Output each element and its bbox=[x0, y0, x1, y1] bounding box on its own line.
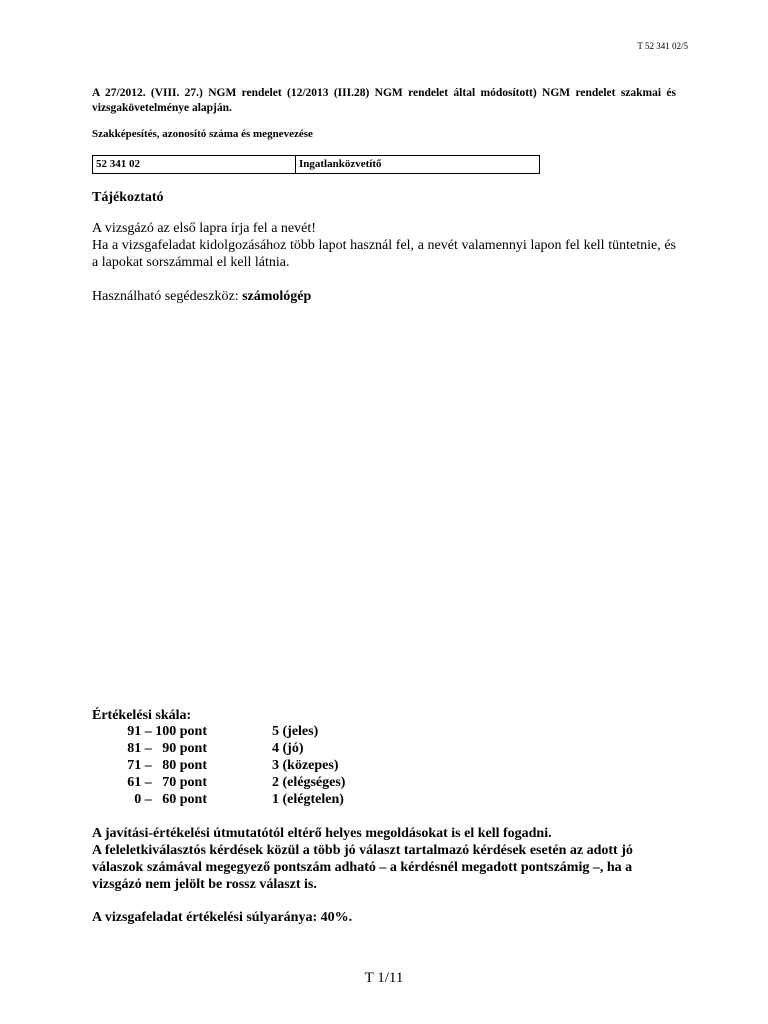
info-line-2: Ha a vizsgafeladat kidolgozásához több lapot használ fel, a nevét valamennyi lapon fel kell tüntetnie, és a lapokat sorszámmal el kell látnia. bbox=[92, 238, 676, 270]
grading-note-2: A feleletkiválasztós kérdések közül a több jó választ tartalmazó kérdések esetén az adott jó válaszok számával megegyező pontszám adható – a kérdésnél megadott pontszámig –, ha a vizsgázó nem jelölt be rossz választ is. bbox=[92, 843, 633, 892]
scale-row bbox=[92, 792, 492, 809]
scale-row bbox=[92, 758, 492, 775]
scale-row bbox=[92, 724, 492, 741]
qualification-table bbox=[92, 155, 540, 174]
scale-title: Értékelési skála: bbox=[92, 708, 192, 723]
qualification-name: Ingatlanközvetítő bbox=[299, 158, 382, 170]
scale-points: 81 – 90 pont bbox=[127, 741, 207, 756]
scale-row bbox=[92, 775, 492, 792]
grading-note-1: A javítási-értékelési útmutatótól eltérő helyes megoldásokat is el kell fogadni. bbox=[92, 826, 552, 841]
regulation-intro: A 27/2012. (VIII. 27.) NGM rendelet (12/2013 (III.28) NGM rendelet által módosított) NGM rendelet szakmai és vizsgakövetelménye alapján. bbox=[92, 87, 676, 114]
qualification-label: Szakképesítés, azonosító száma és megnevezése bbox=[92, 128, 313, 140]
scale-row bbox=[92, 741, 492, 758]
weight-statement: A vizsgafeladat értékelési súlyaránya: 40%. bbox=[92, 910, 353, 925]
qualification-code: 52 341 02 bbox=[93, 156, 296, 173]
info-text bbox=[92, 220, 676, 271]
scale-points: 61 – 70 pont bbox=[127, 775, 207, 790]
scale-points: 0 – 60 pont bbox=[134, 792, 207, 807]
scale-grade: 2 (elégséges) bbox=[272, 775, 346, 790]
document-code: T 52 341 02/5 bbox=[637, 41, 688, 51]
page-number: T 1/11 bbox=[364, 970, 404, 986]
scale-grade: 3 (közepes) bbox=[272, 758, 339, 773]
grading-notes bbox=[92, 825, 676, 893]
info-line-1: A vizsgázó az első lapra írja fel a nevét! bbox=[92, 221, 316, 236]
scale-grade: 1 (elégtelen) bbox=[272, 792, 344, 807]
info-title: Tájékoztató bbox=[92, 190, 164, 205]
scale-points: 71 – 80 pont bbox=[127, 758, 207, 773]
scale-grade: 5 (jeles) bbox=[272, 724, 319, 739]
scale-points: 91 – 100 pont bbox=[127, 724, 207, 739]
scale-grade: 4 (jó) bbox=[272, 741, 304, 756]
allowed-tool-label: Használható segédeszköz: bbox=[92, 289, 239, 304]
allowed-tool bbox=[92, 289, 311, 305]
allowed-tool-value: számológép bbox=[242, 289, 312, 304]
